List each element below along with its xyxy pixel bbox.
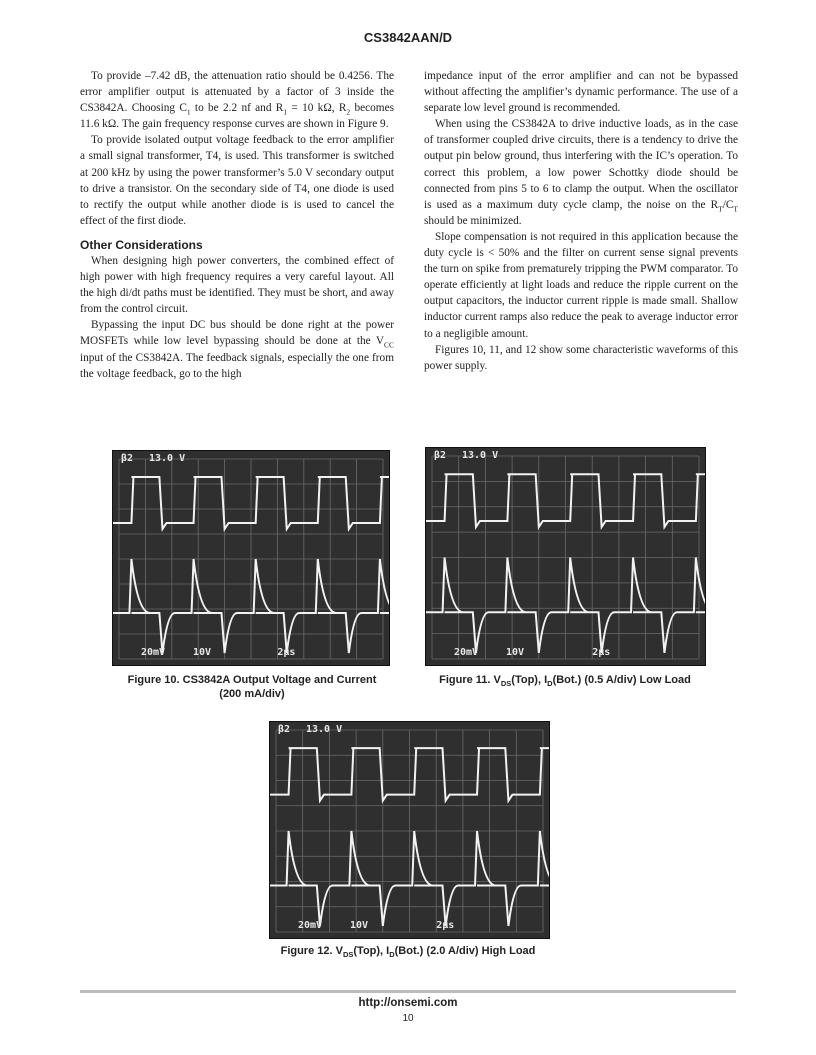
oscilloscope-photo-figure-12	[269, 721, 550, 939]
scope-grid	[276, 730, 543, 932]
paragraph-attenuation: To provide –7.42 dB, the attenuation ratio should be 0.4256. The error amplifier output is attenuated by a factor of 3 inside the CS3842A. Choosing $C_1$ to be 2.2 nf and $R_1 = 10$ kΩ, $R_2$ becomes 11.6 kΩ. The gain frequency response curves are shown in Figure 9.	[80, 70, 394, 131]
paragraph-bypassing: Bypassing the input DC bus should be done right at the power MOSFETs while low level bypassing should be done at the $V_{CC}$ input of the CS3842A. The feedback signals, especially the one from the voltage feedback, go to the high	[80, 319, 394, 380]
footer-divider	[80, 990, 736, 993]
paragraph-impedance: impedance input of the error amplifier and can not be bypassed without affecting the amplifier’s dynamic performance. The use of a separate low level ground is recommended.	[424, 70, 738, 115]
left-text-column	[80, 68, 394, 382]
footer-url-link[interactable]: http://onsemi.com	[358, 997, 458, 1009]
scope-timebase-label: 2μs	[592, 647, 611, 658]
scope-channel-label: β2	[278, 724, 291, 735]
scope-timebase-label: 2μs	[277, 647, 296, 658]
scope-voltage-label: 13.0 V	[306, 724, 343, 735]
scope-grid	[119, 459, 383, 659]
paragraph-layout: When designing high power converters, the combined effect of high power with high frequency requires a very careful layout. All the high di/dt paths must be identified. They must be short, and away from the control circuit.	[80, 254, 394, 316]
figure-10-caption-line2: (200 mA/div)	[219, 688, 285, 700]
figure-10-caption	[100, 673, 404, 701]
scope-ch2-scale-label: 10V	[350, 920, 369, 931]
scope-voltage-label: 13.0 V	[462, 450, 499, 461]
paragraph-slope-compensation: Slope compensation is not required in this application because the duty cycle is < 50% and the filter on current sense signal prevents the turn on spike from prematurely tripping the PWM comparator. To operate efficiently at light loads and reduce the ripple current on the output capacitors, the inductor current ripple is made small. Shallow inductor current ramps also reduce the peak to average inductor error to a negligible amount.	[424, 230, 738, 340]
scope-voltage-label: 13.0 V	[149, 453, 186, 464]
scope-ch1-scale-label: 20mV	[141, 647, 166, 658]
figure-11-caption: Figure 11. $V_{DS}(Top)$, $I_D(Bot.)$ (0.5 A/div) Low Load	[439, 674, 691, 689]
scope-channel-label: β2	[121, 453, 134, 464]
section-heading-other-considerations: Other Considerations	[80, 237, 203, 252]
figure-10-caption-line1: Figure 10. CS3842A Output Voltage and Current	[127, 674, 377, 686]
document-id-header: CS3842AAN/D	[363, 30, 453, 45]
scope-ch1-scale-label: 20mV	[298, 920, 323, 931]
scope-ch2-scale-label: 10V	[193, 647, 212, 658]
scope-ch1-scale-label: 20mV	[454, 647, 479, 658]
scope-grid	[432, 456, 699, 659]
figure-12-caption: Figure 12. $V_{DS}(Top)$, $I_D(Bot.)$ (2.0 A/div) High Load	[280, 945, 536, 960]
paragraph-isolated-feedback: To provide isolated output voltage feedback to the error amplifier a small signal transformer, T4, is used. This transformer is switched at 200 kHz by using the power transformer’s 5.0 V secondary output to drive a transistor. On the secondary side of T4, one diode is used to rectify the output while another diode is is used to cancel the effect of the first diode.	[80, 134, 394, 227]
scope-ch2-scale-label: 10V	[506, 647, 525, 658]
paragraph-inductive-loads: When using the CS3842A to drive inductive loads, as in the case of transformer coupled drive circuits, there is a tendency to drive the output pin below ground, thus interfering with the IC’s operation. To correct this problem, a low power Schottky diode should be connected from pins 5 to 6 to clamp the output. When the oscillator is used as a maximum duty cycle clamp, the noise on the $R_T/C_T$ should be minimized.	[424, 118, 738, 227]
paragraph-figures-ref: Figures 10, 11, and 12 show some characteristic waveforms of this power supply.	[424, 343, 738, 372]
scope-channel-label: β2	[434, 450, 447, 461]
oscilloscope-photo-figure-11	[425, 447, 706, 666]
right-text-column	[424, 68, 738, 374]
page-number: 10	[402, 1013, 414, 1024]
oscilloscope-photo-figure-10	[112, 450, 390, 666]
scope-timebase-label: 2μs	[436, 920, 455, 931]
